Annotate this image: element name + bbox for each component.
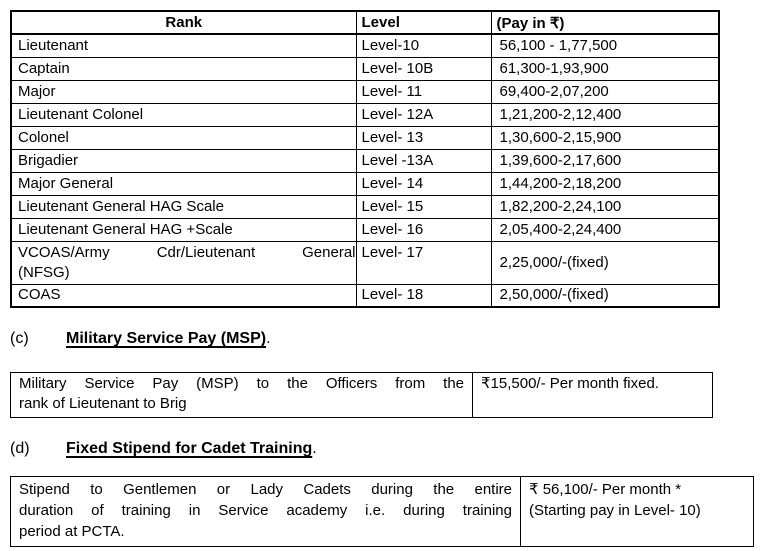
table-row <box>11 218 719 241</box>
level-cell: Level- 17 <box>356 241 491 284</box>
pay-cell: 1,21,200-2,12,400 <box>491 103 719 126</box>
rank-cell <box>11 241 356 284</box>
pay-cell: 1,44,200-2,18,200 <box>491 172 719 195</box>
pay-cell: 1,39,600-2,17,600 <box>491 149 719 172</box>
rank-cell: Major <box>11 80 356 103</box>
stipend-description-line: period at PCTA. <box>19 523 125 540</box>
section-c-heading <box>10 329 773 349</box>
section-d-title: Fixed Stipend for Cadet Training <box>66 440 313 457</box>
msp-description-line: Military Service Pay (MSP) to the Officers from the <box>19 375 464 392</box>
pay-cell: 61,300-1,93,900 <box>491 57 719 80</box>
table-row <box>11 126 719 149</box>
pay-column-header: (Pay in ₹) <box>491 11 719 34</box>
rank-cell: COAS <box>11 284 356 307</box>
section-d-heading <box>10 439 773 459</box>
msp-value-cell <box>473 373 713 418</box>
stipend-value-line: ₹ 56,100/- Per month * <box>529 481 682 498</box>
stipend-table <box>10 476 754 547</box>
level-cell: Level- 15 <box>356 195 491 218</box>
rank-cell: Lieutenant <box>11 34 356 57</box>
pay-cell: 69,400-2,07,200 <box>491 80 719 103</box>
rank-cell: Lieutenant Colonel <box>11 103 356 126</box>
level-column-header: Level <box>356 11 491 34</box>
stipend-value-line: (Starting pay in Level- 10) <box>529 502 701 519</box>
pay-matrix-table <box>10 10 720 308</box>
table-row <box>11 241 719 284</box>
section-d-label: (d) <box>10 440 30 457</box>
section-d-period: . <box>312 440 317 457</box>
level-cell: Level- 11 <box>356 80 491 103</box>
pay-cell: 1,30,600-2,15,900 <box>491 126 719 149</box>
table-row <box>11 477 754 547</box>
rank-cell: Colonel <box>11 126 356 149</box>
rank-column-header: Rank <box>11 11 356 34</box>
pay-cell: 2,05,400-2,24,400 <box>491 218 719 241</box>
table-row <box>11 57 719 80</box>
table-row <box>11 103 719 126</box>
stipend-description-line: duration of training in Service academy i.e. during training <box>19 502 512 519</box>
section-c-title: Military Service Pay (MSP) <box>66 330 267 347</box>
rank-cell: Lieutenant General HAG +Scale <box>11 218 356 241</box>
table-row <box>11 373 713 418</box>
pay-cell: 2,50,000/-(fixed) <box>491 284 719 307</box>
level-cell: Level- 18 <box>356 284 491 307</box>
rank-cell: Brigadier <box>11 149 356 172</box>
pay-cell: 2,25,000/-(fixed) <box>491 241 719 284</box>
level-cell: Level- 10B <box>356 57 491 80</box>
level-cell: Level -13A <box>356 149 491 172</box>
table-row <box>11 172 719 195</box>
table-header-row <box>11 11 719 34</box>
level-cell: Level- 12A <box>356 103 491 126</box>
stipend-description-cell <box>11 477 521 547</box>
rank-cell: Captain <box>11 57 356 80</box>
rank-cell-line: (NFSG) <box>18 263 70 281</box>
level-cell: Level- 14 <box>356 172 491 195</box>
section-c-period: . <box>266 330 271 347</box>
level-cell: Level- 13 <box>356 126 491 149</box>
level-cell: Level-10 <box>356 34 491 57</box>
pay-cell: 56,100 - 1,77,500 <box>491 34 719 57</box>
table-row <box>11 34 719 57</box>
table-row <box>11 284 719 307</box>
rank-cell: Lieutenant General HAG Scale <box>11 195 356 218</box>
rank-cell: Major General <box>11 172 356 195</box>
level-cell: Level- 16 <box>356 218 491 241</box>
msp-description-line: rank of Lieutenant to Brig <box>19 395 187 412</box>
table-row <box>11 195 719 218</box>
stipend-value-cell <box>521 477 754 547</box>
msp-description-cell <box>11 373 473 418</box>
stipend-description-line: Stipend to Gentlemen or Lady Cadets during the entire <box>19 481 512 498</box>
table-row <box>11 80 719 103</box>
table-row <box>11 149 719 172</box>
rank-cell-line: VCOAS/Army Cdr/Lieutenant General <box>18 243 356 261</box>
msp-value: ₹15,500/- Per month fixed. <box>481 375 659 392</box>
section-c-label: (c) <box>10 330 29 347</box>
pay-cell: 1,82,200-2,24,100 <box>491 195 719 218</box>
msp-table <box>10 372 713 418</box>
